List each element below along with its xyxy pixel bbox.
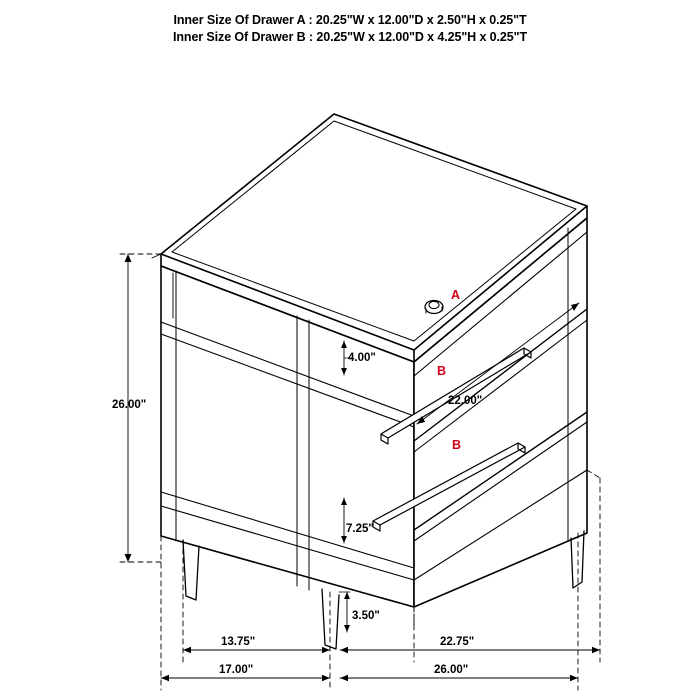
- drawer-label-b-upper: B: [437, 364, 447, 378]
- dim-leg-clearance: 3.50": [352, 610, 380, 622]
- dim-width-bottom: 26.00": [434, 664, 469, 676]
- drawer-knob-icon: [425, 301, 443, 314]
- dim-drawer-b-height: 7.25": [346, 523, 374, 535]
- dim-depth-bottom: 17.00": [219, 664, 254, 676]
- dim-width-top: 22.75": [440, 636, 475, 648]
- dim-drawer-inner-width: 22.00": [448, 395, 483, 407]
- dim-depth-top: 13.75": [221, 636, 256, 648]
- header-line-2: Inner Size Of Drawer B : 20.25"W x 12.00"D x 4.25"H x 0.25"T: [173, 30, 527, 44]
- header-line-1: Inner Size Of Drawer A : 20.25"W x 12.00"D x 2.50"H x 0.25"T: [173, 13, 527, 27]
- drawer-label-b-lower: B: [452, 438, 462, 452]
- drawer-label-a: A: [451, 288, 461, 302]
- dim-drawer-a-height: 4.00": [348, 352, 376, 364]
- dim-height-total: 26.00": [112, 399, 147, 411]
